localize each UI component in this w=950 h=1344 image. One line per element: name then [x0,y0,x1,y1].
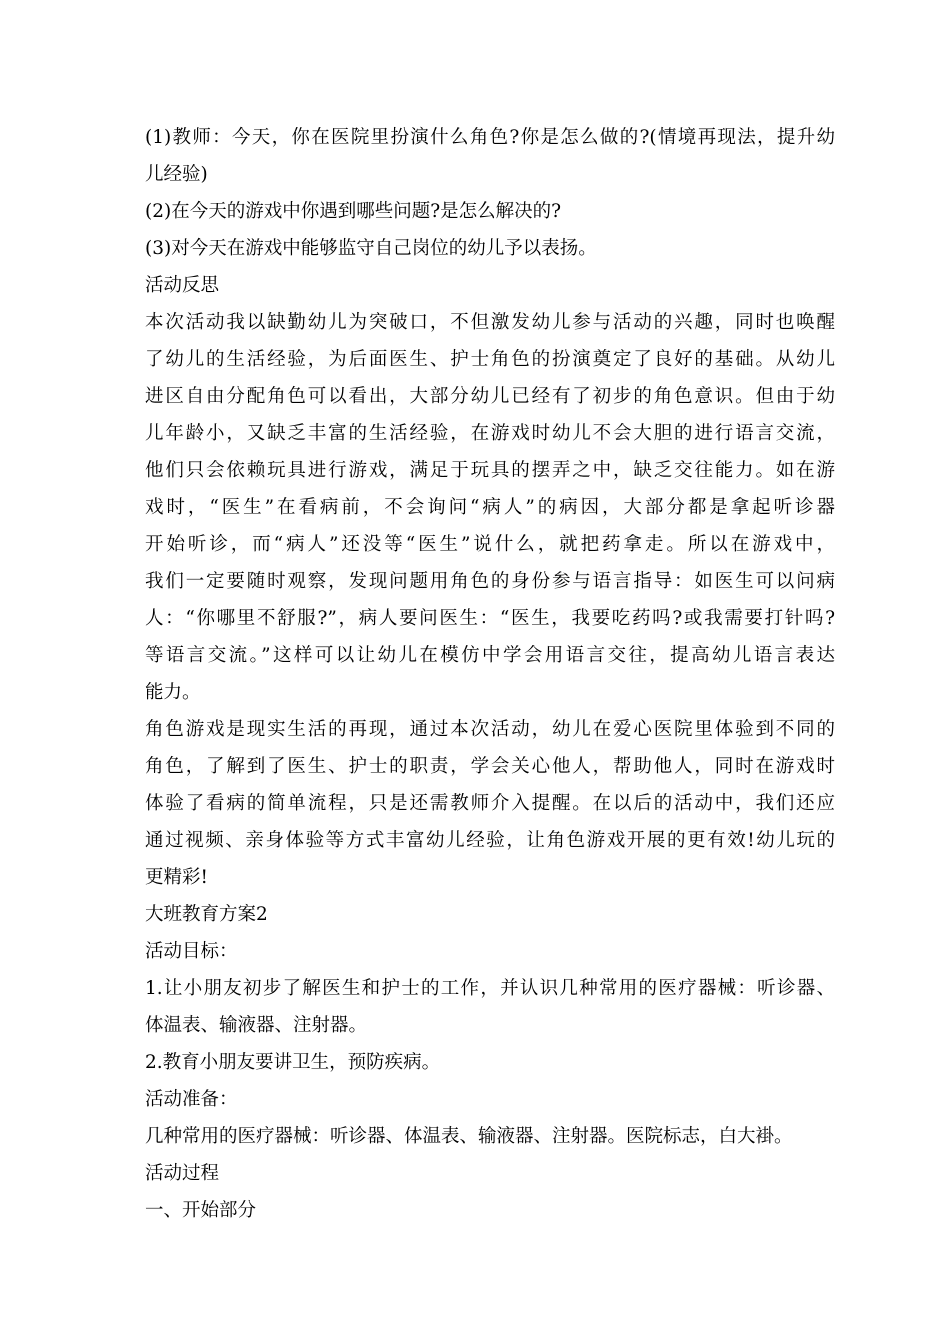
text-line: 更精彩! [145,867,208,888]
text-line: 戏时，“医生”在看病前，不会询问“病人”的病因，大部分都是拿起听诊器 [145,497,835,518]
text-line: 大班教育方案2 [145,904,268,925]
text-line: 能力。 [145,682,201,703]
text-line: 人：“你哪里不舒服?”，病人要问医生：“医生，我要吃药吗?或我需要打针吗? [145,608,835,629]
document-body [145,119,835,1229]
text-line: (2)在今天的游戏中你遇到哪些问题?是怎么解决的? [145,201,562,222]
text-line: 体验了看病的简单流程，只是还需教师介入提醒。在以后的活动中，我们还应 [145,793,835,814]
text-line: 一、开始部分 [145,1200,257,1221]
text-line: 角色，了解到了医生、护士的职责，学会关心他人，帮助他人，同时在游戏时 [145,756,835,777]
text-line: 等语言交流。”这样可以让幼儿在模仿中学会用语言交往，提高幼儿语言表达 [145,645,835,666]
text-line: 角色游戏是现实生活的再现，通过本次活动，幼儿在爱心医院里体验到不同的 [145,719,835,740]
text-line: 进区自由分配角色可以看出，大部分幼儿已经有了初步的角色意识。但由于幼 [145,386,835,407]
text-line: 了幼儿的生活经验，为后面医生、护士角色的扮演奠定了良好的基础。从幼儿 [145,349,835,370]
text-line: 活动目标： [145,941,238,962]
text-line: 本次活动我以缺勤幼儿为突破口，不但激发幼儿参与活动的兴趣，同时也唤醒 [145,312,835,333]
text-line: (3)对今天在游戏中能够监守自己岗位的幼儿予以表扬。 [145,238,597,259]
text-line: (1)教师：今天，你在医院里扮演什么角色?你是怎么做的?(情境再现法，提升幼 [145,127,835,148]
text-line: 活动反思 [145,275,220,296]
text-line: 我们一定要随时观察，发现问题用角色的身份参与语言指导：如医生可以问病 [145,571,835,592]
text-line: 开始听诊，而“病人”还没等“医生”说什么，就把药拿走。所以在游戏中， [145,534,835,555]
text-line: 几种常用的医疗器械：听诊器、体温表、输液器、注射器。医院标志，白大褂。 [145,1126,793,1147]
text-line: 2.教育小朋友要讲卫生，预防疾病。 [145,1052,441,1073]
text-line: 儿年龄小，又缺乏丰富的生活经验，在游戏时幼儿不会大胆的进行语言交流， [145,423,835,444]
text-line: 活动过程 [145,1163,220,1184]
text-line: 通过视频、亲身体验等方式丰富幼儿经验，让角色游戏开展的更有效!幼儿玩的 [145,830,835,851]
text-line: 儿经验) [145,164,208,185]
text-line: 活动准备： [145,1089,238,1110]
text-line: 1.让小朋友初步了解医生和护士的工作，并认识几种常用的医疗器械：听诊器、 [145,978,835,999]
text-line: 他们只会依赖玩具进行游戏，满足于玩具的摆弄之中，缺乏交往能力。如在游 [145,460,835,481]
text-line: 体温表、输液器、注射器。 [145,1015,368,1036]
